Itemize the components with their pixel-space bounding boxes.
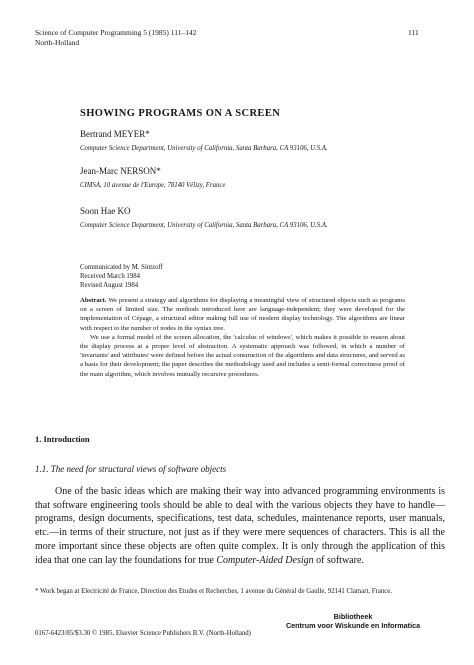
journal-header bbox=[35, 28, 197, 48]
author-affiliation: CIMSA, 10 avenue de l'Europe, 78140 Vélizy, France bbox=[80, 182, 226, 189]
stamp-line: Centrum voor Wiskunde en Informatica bbox=[285, 620, 421, 630]
library-stamp bbox=[268, 613, 438, 630]
author-affiliation: Computer Science Department, University of California, Santa Barbara, CA 93106, U.S.A. bbox=[80, 222, 328, 229]
paragraph-end: of software. bbox=[313, 554, 364, 566]
author-name: Soon Hae KO bbox=[80, 206, 131, 216]
copyright-footer: 0167-6423/85/$3.30 © 1985, Elsevier Science Publishers B.V. (North-Holland) bbox=[35, 630, 251, 637]
abstract-paragraph: We use a formal model of the screen allocation, the 'calculus of windows', which makes it possible to reason about the display process at a proper level of abstraction. A systematic approach was followed, in which a number of 'invariants' and 'attributes' were defined before the actual construction of the algorithms and data structures, and served as a basis for their development; the paper describes the methodology used and includes a semi-formal correctness proof of the main algorithm, which involves mutually recursive procedures. bbox=[80, 333, 405, 378]
body-text bbox=[35, 485, 445, 567]
emphasized-phrase: Computer-Aided Design bbox=[216, 554, 314, 566]
submission-history bbox=[80, 263, 163, 290]
publisher-line: North-Holland bbox=[35, 38, 80, 47]
stamp-line: Bibliotheek bbox=[333, 612, 373, 621]
paper-title: SHOWING PROGRAMS ON A SCREEN bbox=[80, 108, 281, 119]
footnote: * Work began at Electricité de France, Direction des Etudes et Recherches, 1 avenue du Général de Gaulle, 92141 Clamart, France. bbox=[35, 588, 392, 595]
abstract-paragraph bbox=[80, 296, 405, 333]
author-name: Jean-Marc NERSON* bbox=[80, 166, 161, 176]
abstract-text: We present a strategy and algorithms for displaying a meaningful view of structured objects such as programs on a screen of limited size. The methods introduced here are language-independent; they were developed for the implementation of Cépage, a structural editor making full use of modern display technology. The algorithms are linear with respect to the number of nodes in the syntax tree. bbox=[80, 297, 405, 332]
subsection-heading: 1.1. The need for structural views of software objects bbox=[35, 464, 227, 474]
abstract-label: Abstract. bbox=[80, 297, 107, 304]
section-heading: 1. Introduction bbox=[35, 434, 90, 444]
body-paragraph bbox=[35, 485, 445, 567]
paragraph-text: One of the basic ideas which are making their way into advanced programming environments is that software engineering tools should be able to deal with the various objects they have to handle—programs, design documents, specifications, test data, schedules, maintenance reports, user manuals, etc.—in terms of their structure, not just as if they were mere sequences of characters. This is all the more important since these objects are often quite complex. It is only through the application of this idea that one can lay the foundations for true bbox=[35, 486, 445, 566]
page-number: 111 bbox=[408, 28, 419, 37]
communicated-by: Communicated by M. Sintzoff bbox=[80, 264, 163, 271]
journal-citation: Science of Computer Programming 5 (1985) 111–142 bbox=[35, 28, 197, 37]
received-date: Received March 1984 bbox=[80, 273, 141, 280]
revised-date: Revised August 1984 bbox=[80, 282, 139, 289]
abstract bbox=[80, 296, 405, 379]
author-name: Bertrand MEYER* bbox=[80, 129, 150, 139]
author-affiliation: Computer Science Department, University of California, Santa Barbara, CA 93106, U.S.A. bbox=[80, 145, 328, 152]
